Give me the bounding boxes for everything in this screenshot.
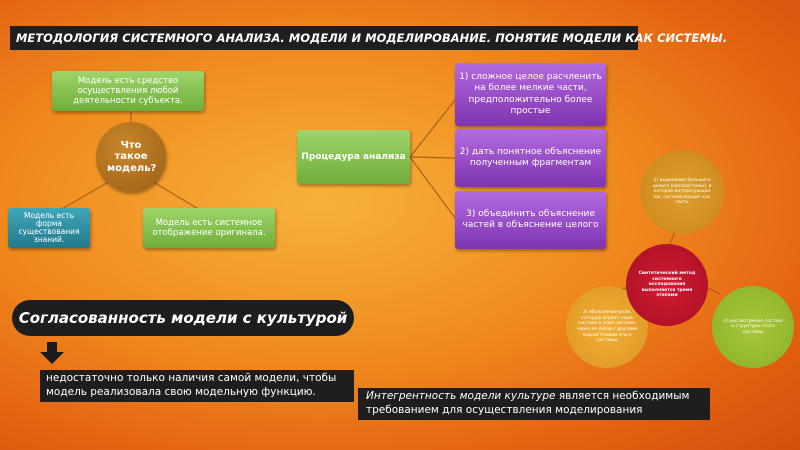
arrow-down-icon xyxy=(40,342,64,366)
synthesis-center-text: Синтетический метод системного исследования выполняется тремя этапами xyxy=(638,270,696,299)
culture-note-2-italic: Интегрентность модели культуре xyxy=(366,390,556,402)
analysis-step-3-text: 3) объединить объяснение частей в объяснение целого xyxy=(462,208,599,230)
analysis-procedure-box xyxy=(297,130,410,184)
culture-note-1 xyxy=(40,370,354,402)
culture-note-2-rest: является необходимым требованием для осуществления моделирования xyxy=(366,390,690,416)
synthesis-step-3-text: 3) объяснение роли, которую играет наша система в этом системе, через ее связи с другими подсистемами этого системы xyxy=(576,310,638,344)
analysis-step-1 xyxy=(455,63,606,126)
culture-note-1-text: недостаточно только наличия самой модели, чтобы модель реализовала свою модельную функцию. xyxy=(46,372,337,398)
synthesis-step-1-circle xyxy=(640,150,724,234)
analysis-step-3 xyxy=(455,191,606,249)
culture-banner xyxy=(12,300,354,336)
synthesis-step-2-circle xyxy=(712,286,794,368)
what-is-model-circle xyxy=(96,122,166,192)
synthesis-step-2-text: 2) рассмотрение состава и структуры этого системы xyxy=(723,318,783,335)
culture-note-2 xyxy=(358,388,710,420)
model-definition-top xyxy=(52,71,204,111)
model-definition-right xyxy=(143,208,275,248)
model-definition-top-text: Модель есть средство осуществления любой деятельности субъекта. xyxy=(73,75,183,107)
analysis-step-2-text: 2) дать понятное объяснение полученным фрагментам xyxy=(459,146,602,168)
culture-banner-text: Согласованность модели с культурой xyxy=(18,309,348,327)
analysis-procedure-text: Процедура анализа xyxy=(301,152,406,162)
analysis-step-1-text: 1) сложное целое расчленить на более мелкие части, предположительно более простые xyxy=(459,72,602,116)
model-definition-right-text: Модель есть системное отображение оригинала. xyxy=(152,217,266,238)
synthesis-center-circle xyxy=(626,244,708,326)
page-title: МЕТОДОЛОГИЯ СИСТЕМНОГО АНАЛИЗА. МОДЕЛИ И МОДЕЛИРОВАНИЕ. ПОНЯТИЕ МОДЕЛИ КАК СИСТЕМЫ. xyxy=(10,26,638,50)
what-is-model-text: Что такое модель? xyxy=(107,139,157,174)
model-definition-left-text: Модель есть форма существования знаний. xyxy=(18,210,80,245)
model-definition-left xyxy=(8,208,90,248)
synthesis-step-1-text: 1) выделение большего целого (метасистемы), в которое интересующая нас система входит как часть xyxy=(652,177,712,206)
analysis-step-2 xyxy=(455,129,606,187)
